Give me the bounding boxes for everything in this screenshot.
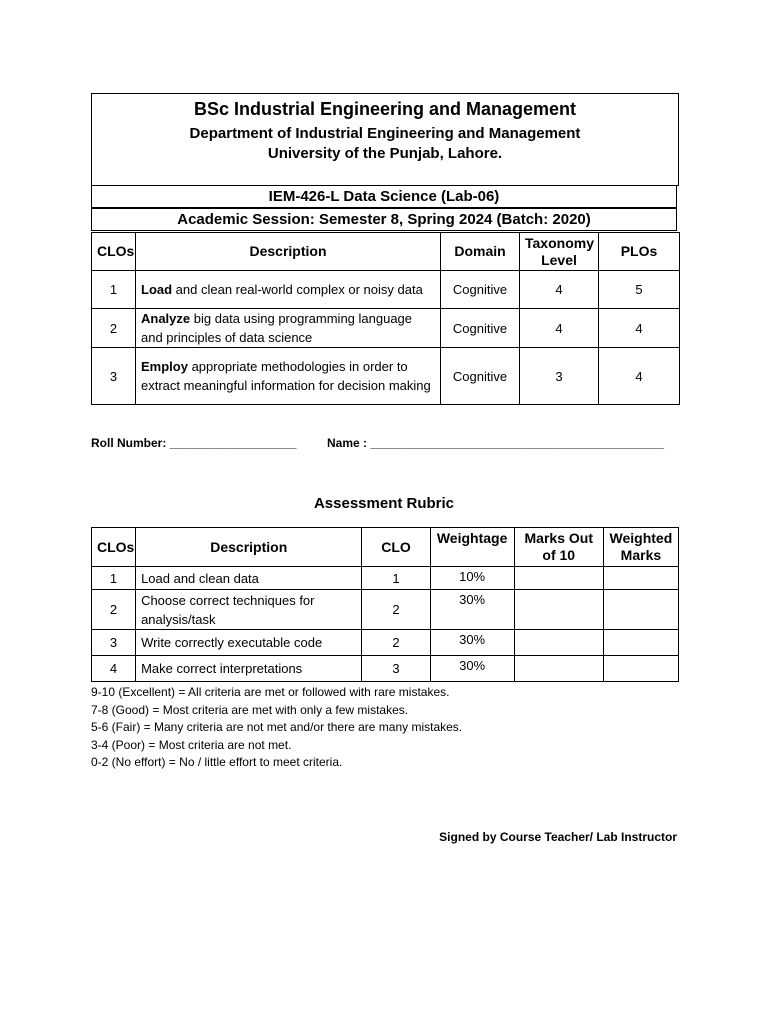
legend-line: 3-4 (Poor) = Most criteria are not met. <box>91 737 292 752</box>
marks-cell[interactable] <box>514 630 603 656</box>
clo-taxonomy: 4 <box>520 271 599 309</box>
rubric-clo: 3 <box>362 656 430 682</box>
clo-domain: Cognitive <box>441 348 520 405</box>
rubric-clo: 2 <box>362 630 430 656</box>
table-row <box>92 656 679 682</box>
legend-line: 9-10 (Excellent) = All criteria are met or followed with rare mistakes. <box>91 685 450 699</box>
rubric-weightage: 30% <box>430 590 514 630</box>
program-title: BSc Industrial Engineering and Management <box>193 99 577 119</box>
rubric-description: Choose correct techniques for analysis/task <box>136 590 362 630</box>
rubric-description: Load and clean data <box>136 567 362 590</box>
table-row <box>92 309 680 348</box>
clo-number: 3 <box>92 348 136 405</box>
clo-plo: 4 <box>599 309 680 348</box>
col-header: CLOs <box>92 233 136 271</box>
clo-text: and clean real-world complex or noisy data <box>172 282 423 297</box>
marks-cell[interactable] <box>514 567 603 590</box>
rubric-header <box>92 528 679 567</box>
rubric-clo-number: 3 <box>92 630 136 656</box>
department-name: Department of Industrial Engineering and Management <box>189 125 581 142</box>
col-header: Taxonomy Level <box>520 233 599 271</box>
clo-number: 1 <box>92 271 136 309</box>
clo-verb: Load <box>141 282 173 297</box>
clo-taxonomy: 4 <box>520 309 599 348</box>
col-header: Domain <box>441 233 520 271</box>
rubric-clo-number: 4 <box>92 656 136 682</box>
col-header: Description <box>136 233 441 271</box>
table-row <box>92 271 680 309</box>
clo-description <box>136 271 441 309</box>
course-title: IEM-426-L Data Science (Lab-06) <box>91 185 677 208</box>
legend-line: 5-6 (Fair) = Many criteria are not met and/or there are many mistakes. <box>91 720 463 734</box>
roll-number-field[interactable]: Roll Number: ___________________ <box>91 436 297 450</box>
rubric-weightage: 30% <box>430 630 514 656</box>
rubric-table <box>91 527 679 682</box>
rubric-weightage: 30% <box>430 656 514 682</box>
col-header: CLOs <box>92 528 136 567</box>
col-header: Weighted Marks <box>603 528 678 567</box>
col-header: Description <box>136 528 362 567</box>
marks-cell[interactable] <box>514 590 603 630</box>
rubric-clo-number: 2 <box>92 590 136 630</box>
clo-domain: Cognitive <box>441 309 520 348</box>
weighted-marks-cell[interactable] <box>603 630 678 656</box>
signature-line: Signed by Course Teacher/ Lab Instructor <box>439 830 677 844</box>
clo-verb: Analyze <box>141 311 191 326</box>
clo-description <box>136 348 441 405</box>
clo-taxonomy: 3 <box>520 348 599 405</box>
university-name: University of the Punjab, Lahore. <box>267 145 503 162</box>
clo-table-header <box>92 233 680 271</box>
rubric-weightage: 10% <box>430 567 514 590</box>
weighted-marks-cell[interactable] <box>603 656 678 682</box>
table-row <box>92 630 679 656</box>
col-header: Weightage <box>430 528 514 567</box>
document-header <box>91 93 679 186</box>
rubric-clo: 1 <box>362 567 430 590</box>
grading-legend <box>91 684 462 772</box>
clo-text: big data using programming language and principles of data science <box>141 311 413 345</box>
legend-line: 7-8 (Good) = Most criteria are met with only a few mistakes. <box>91 702 409 717</box>
col-header: Marks Out of 10 <box>514 528 603 567</box>
clo-plo: 5 <box>599 271 680 309</box>
name-field[interactable]: Name : ____________________________________________ <box>327 436 664 450</box>
student-info <box>91 436 664 450</box>
clo-verb: Employ <box>141 359 188 374</box>
rubric-clo: 2 <box>362 590 430 630</box>
academic-session: Academic Session: Semester 8, Spring 2024 (Batch: 2020) <box>91 208 677 231</box>
marks-cell[interactable] <box>514 656 603 682</box>
table-row <box>92 348 680 405</box>
legend-line: 0-2 (No effort) = No / little effort to meet criteria. <box>91 755 343 769</box>
clo-plo: 4 <box>599 348 680 405</box>
rubric-clo-number: 1 <box>92 567 136 590</box>
table-row <box>92 590 679 630</box>
clo-text: appropriate methodologies in order to extract meaningful information for decision making <box>141 359 431 393</box>
clo-number: 2 <box>92 309 136 348</box>
weighted-marks-cell[interactable] <box>603 590 678 630</box>
clo-domain: Cognitive <box>441 271 520 309</box>
col-header: CLO <box>362 528 430 567</box>
clo-description <box>136 309 441 348</box>
clo-table <box>91 232 680 405</box>
table-row <box>92 567 679 590</box>
rubric-title: Assessment Rubric <box>313 495 455 512</box>
weighted-marks-cell[interactable] <box>603 567 678 590</box>
rubric-description: Make correct interpretations <box>136 656 362 682</box>
rubric-description: Write correctly executable code <box>136 630 362 656</box>
col-header: PLOs <box>599 233 680 271</box>
